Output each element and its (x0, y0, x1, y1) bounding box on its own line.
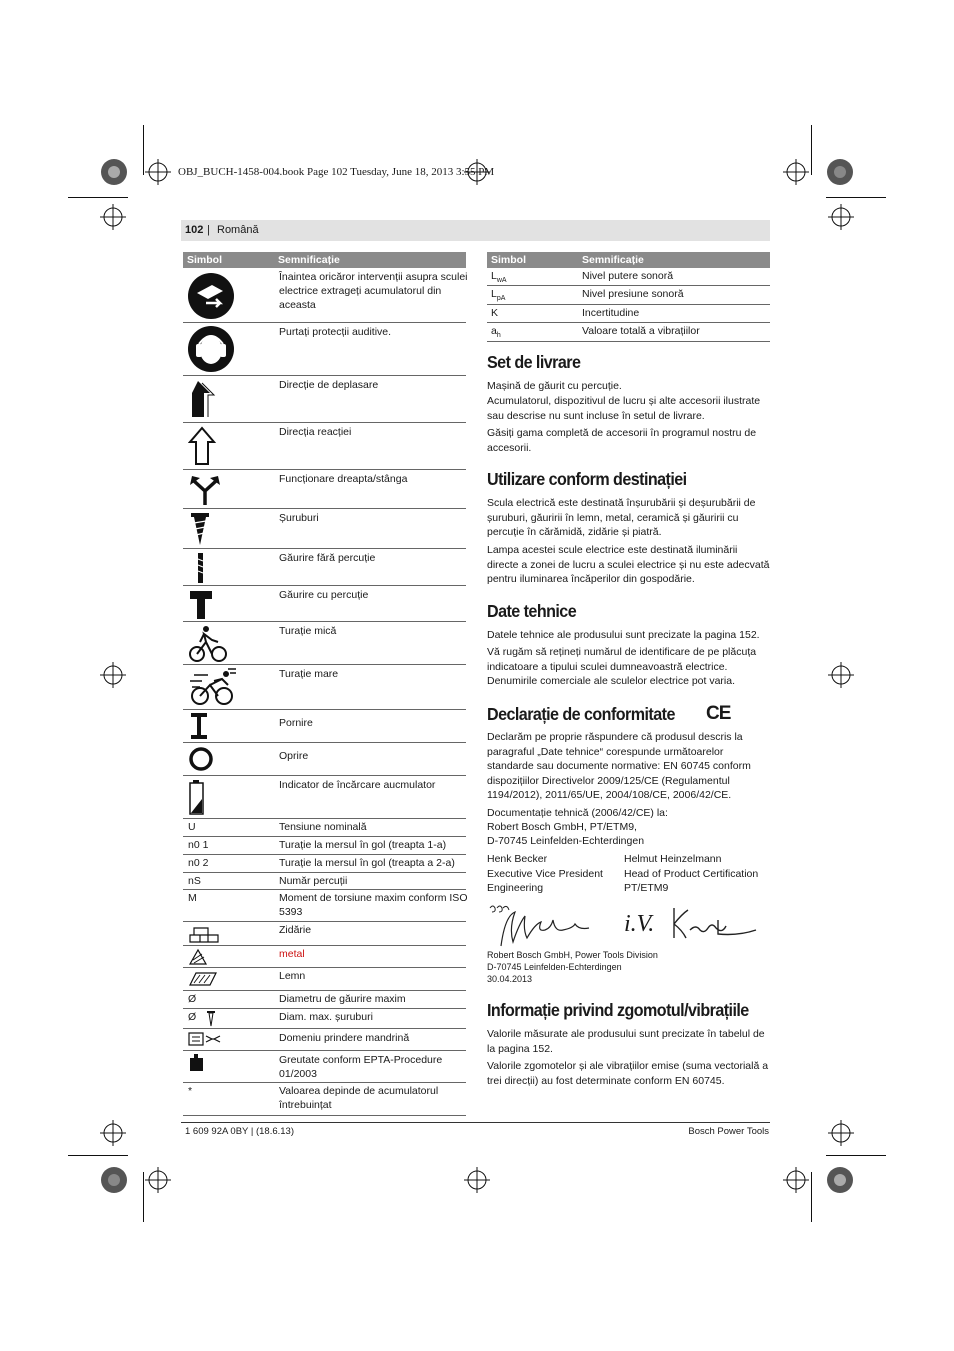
intended-use-text-1: Scula electrică este destinată înșurubării și deșurubării de șuruburi, găuririi în lemn, metal, ceramică și găuririi cu percuție în cărămidă, zidărie și piatră. (487, 497, 756, 538)
table-header (183, 252, 466, 268)
table-row (183, 837, 466, 855)
conformity-text-4: D-70745 Leinfelden-Echterdingen (487, 835, 645, 847)
section-title-delivery: Set de livrare (487, 352, 581, 372)
table-row (183, 268, 466, 323)
registration-target-icon (145, 1167, 171, 1193)
row-text: Funcționare dreapta/stânga (279, 473, 408, 485)
section-title-technical-data: Date tehnice (487, 601, 577, 621)
signer-1-dept: Engineering (487, 882, 544, 894)
signature-henk-becker (487, 902, 607, 952)
wood-icon (188, 971, 218, 987)
row-text: metal (279, 948, 305, 960)
row-symbol: $a_h$ (491, 325, 501, 340)
registration-target-icon (464, 1167, 490, 1193)
row-text: Turație mică (279, 625, 337, 637)
table-row (487, 305, 770, 323)
row-text: Purtați protecții auditive. (279, 326, 392, 338)
row-text: Direcția reacției (279, 426, 352, 438)
header-symbol: Simbol (491, 254, 527, 266)
direction-arrow-filled-icon (188, 379, 218, 419)
table-row (183, 376, 466, 423)
remove-battery-icon (188, 273, 234, 319)
screw-small-icon (205, 1010, 217, 1027)
fast-bicycle-icon (188, 667, 238, 707)
row-text: Găurire cu percuție (279, 589, 369, 601)
row-text: Incertitudine (582, 307, 640, 319)
row-text: Diametru de găurire maxim (279, 993, 406, 1005)
technical-data-text-2: Vă rugăm să rețineți numărul de identificare de pe plăcuța indicatoare a tipului sculei dumneavoastră electrice. Denumirile comerciale ale sculelor electrice pot varia. (487, 646, 757, 687)
table-row (183, 423, 466, 470)
registration-target-icon (100, 1120, 126, 1146)
row-text: Număr percuții (279, 875, 348, 887)
table-row (183, 665, 466, 710)
registration-target-icon (100, 204, 126, 230)
symbol-table-body (183, 268, 466, 1118)
registration-target-icon (100, 662, 126, 688)
table-row (183, 710, 466, 743)
battery-charge-icon (188, 779, 206, 815)
noise-text-2: Valorile zgomotelor și ale vibrațiilor emise (suma vectorială a trei direcții) au fost determinate conform EN 60745. (487, 1060, 769, 1087)
ce-mark: CE (706, 703, 731, 724)
book-header: OBJ_BUCH-1458-004.book Page 102 Tuesday, June 18, 2013 3:55 PM (178, 166, 495, 178)
row-text: Oprire (279, 750, 309, 762)
table-row (183, 549, 466, 586)
signer-1-name: Henk Becker (487, 853, 548, 865)
table-row (487, 323, 770, 342)
row-symbol: nS (188, 875, 201, 887)
delivery-text-2: Acumulatorul, dispozitivul de lucru și alte accesorii ilustrate sau descrise nu sunt incluse în setul de livrare. (487, 395, 761, 422)
color-wheel-icon (827, 159, 853, 185)
header-meaning: Semnificație (582, 254, 644, 266)
chuck-range-icon (188, 1031, 222, 1047)
registration-target-icon (828, 204, 854, 230)
company-name: Robert Bosch GmbH, Power Tools Division (487, 950, 658, 960)
row-symbol: $L_{wA}$ (491, 270, 507, 285)
section-title-conformity: Declarație de conformitate (487, 704, 675, 724)
row-symbol: n0 1 (188, 839, 209, 851)
page-header (181, 220, 770, 241)
registration-target-icon (783, 1167, 809, 1193)
header-meaning: Semnificație (278, 254, 340, 266)
row-text: Găurire fără percuție (279, 552, 376, 564)
row-text: Lemn (279, 970, 306, 982)
row-symbol: n0 2 (188, 857, 209, 869)
row-text: Valoare totală a vibrațiilor (582, 325, 700, 337)
table-row (183, 946, 466, 968)
table-row (183, 509, 466, 549)
table-row (183, 622, 466, 665)
table-row (487, 286, 770, 305)
page-separator: | (207, 224, 210, 236)
ear-protection-icon (188, 326, 234, 372)
row-symbol: M (188, 892, 197, 904)
section-title-intended-use: Utilizare conform destinației (487, 469, 687, 489)
registration-target-icon (828, 1120, 854, 1146)
weight-icon (188, 1053, 206, 1073)
noise-symbol-table (487, 252, 770, 348)
direction-arrow-outline-icon (188, 426, 218, 466)
footer-divider (181, 1122, 770, 1123)
noise-text-1: Valorile măsurate ale produsului sunt precizate în tabelul de la pagina 152. (487, 1028, 765, 1055)
color-wheel-icon (101, 159, 127, 185)
company-block (487, 949, 771, 985)
table-row (183, 470, 466, 509)
row-text: Domeniu prindere mandrină (279, 1032, 410, 1044)
iv-abbreviation: i.V. (624, 911, 655, 937)
signer-2-dept: PT/ETM9 (624, 882, 669, 894)
table-row (183, 586, 466, 622)
table-row (183, 1009, 466, 1029)
table-row (487, 268, 770, 286)
table-row (183, 1083, 466, 1116)
table-row (183, 968, 466, 991)
footer-brand: Bosch Power Tools (688, 1126, 769, 1137)
delivery-text-3: Găsiți gama completă de accesorii în programul nostru de accesorii. (487, 427, 757, 454)
table-row (183, 855, 466, 873)
row-text: Indicator de încărcare aucmulator (279, 779, 436, 791)
table-row (183, 922, 466, 946)
section-title-noise-vibration: Informație privind zgomotul/vibrațiile (487, 1000, 749, 1020)
row-symbol: * (188, 1085, 193, 1097)
row-text: Turație la mersul în gol (treapta a 2-a) (279, 857, 455, 869)
table-row (183, 890, 466, 922)
conformity-text-3: Robert Bosch GmbH, PT/ETM9, (487, 821, 637, 833)
row-text: Diam. max. șuruburi (279, 1011, 373, 1023)
row-text: Greutate conform EPTA-Procedure 01/2003 (279, 1054, 443, 1080)
masonry-icon (188, 925, 222, 943)
registration-target-icon (828, 662, 854, 688)
power-on-icon (188, 713, 210, 739)
hammer-icon (188, 589, 214, 619)
registration-target-icon (145, 159, 171, 185)
row-text: Șuruburi (279, 512, 319, 524)
drill-bit-icon (188, 551, 212, 585)
registration-target-icon (783, 159, 809, 185)
table-header (487, 252, 770, 268)
row-text: Pornire (279, 717, 313, 729)
company-address: D-70745 Leinfelden-Echterdingen (487, 962, 622, 972)
metal-icon (188, 948, 208, 966)
signer-2-name: Helmut Heinzelmann (624, 853, 722, 865)
signer-2-role: Head of Product Certification (624, 867, 759, 880)
row-text: Înaintea oricăror intervenții asupra sculei electrice extrageți acumulatorul din aceasta (279, 271, 468, 311)
fork-arrow-icon (188, 473, 224, 507)
table-row (183, 1051, 466, 1083)
conformity-text-2: Documentație tehnică (2006/42/CE) la: (487, 807, 668, 819)
row-symbol: K (491, 307, 499, 319)
table-row (183, 873, 466, 890)
page-language: Română (217, 224, 259, 236)
table-row (183, 991, 466, 1009)
row-text: Nivel putere sonoră (582, 270, 674, 282)
table-row (183, 776, 466, 819)
technical-data-text-1: Datele tehnice ale produsului sunt precizate la pagina 152. (487, 629, 760, 641)
intended-use-text-2: Lampa acestei scule electrice este destinată iluminării directe a zonei de lucru a sculei electrice și nu este adecvată pentru iluminarea încăperilor din gospodărie. (487, 544, 770, 585)
signer-2 (624, 852, 770, 896)
table-row (183, 743, 466, 776)
color-wheel-icon (827, 1167, 853, 1193)
row-symbol: Ø (188, 993, 197, 1005)
screw-icon (188, 511, 212, 547)
header-symbol: Simbol (187, 254, 223, 266)
table-row (183, 1029, 466, 1051)
signer-1 (487, 852, 622, 896)
row-text: Tensiune nominală (279, 821, 367, 833)
symbol-table (183, 252, 466, 268)
row-text: Valoarea depinde de acumulatorul întrebuințat (279, 1085, 439, 1111)
declaration-date: 30.04.2013 (487, 974, 533, 984)
row-text: Direcție de deplasare (279, 379, 379, 391)
page-number: 102 (185, 224, 204, 236)
table-row (183, 323, 466, 376)
row-text: Nivel presiune sonoră (582, 288, 684, 300)
row-text: Moment de torsiune maxim conform ISO 5393 (279, 892, 468, 918)
power-off-icon (188, 746, 214, 772)
row-text: Turație la mersul în gol (treapta 1-a) (279, 839, 447, 851)
row-text: Turație mare (279, 668, 339, 680)
row-symbol: U (188, 821, 196, 833)
color-wheel-icon (101, 1167, 127, 1193)
table-row (183, 819, 466, 837)
row-symbol: Ø (188, 1011, 197, 1023)
slow-bicycle-icon (188, 624, 228, 664)
delivery-text-1: Mașină de găurit cu percuție. (487, 380, 622, 392)
footer-document-code: 1 609 92A 0BY | (18.6.13) (185, 1126, 294, 1137)
signature-helmut-heinzelmann (668, 904, 758, 944)
row-text: Zidărie (279, 924, 312, 936)
row-symbol: $L_{pA}$ (491, 288, 506, 303)
conformity-text-1: Declarăm pe proprie răspundere că produsul descris la paragraful „Date tehnice“ corespunde următoarelor standarde sau documente normative: EN 60745 conform dispozițiilor Directivelor 2009/125/CE (Regulamentul 1194/2012), 2011/65/UE, 2004/108/CE, 2006/42/CE. (487, 731, 751, 801)
signer-1-role: Executive Vice President (487, 867, 603, 880)
